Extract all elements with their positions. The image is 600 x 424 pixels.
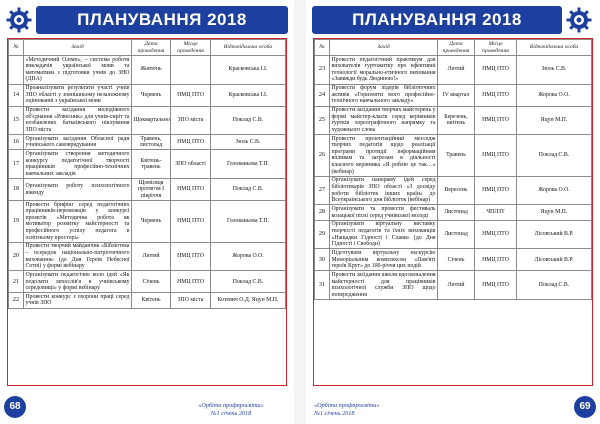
cell-event: Провести форум лідерів бібліотечних активів «Горизонти мого професійно-технічного навчального закладу»: [331, 85, 436, 105]
cell-event: Організувати педагогічне коло ідей «Як подолати лихослів'я в учнівському середовищі» у формі вебінару: [25, 271, 130, 292]
gear-logo-icon: [6, 7, 32, 33]
table-row: [9, 106, 286, 135]
col-header-date: Дата проведення: [438, 40, 475, 56]
cell-place: НМЦ ПТО: [475, 84, 517, 106]
cell-event: Провести засідання молодіжного об'єднання «Ровесник» для учнів-сиріт та позбавлених батьківського піклування ЗПО міста: [25, 107, 130, 133]
cell-date: Лютий: [132, 242, 171, 271]
journal-name: «Орбіта профпросвіти»: [198, 402, 264, 409]
cell-place: ЗПО міста: [171, 106, 211, 135]
col-header-num: №: [315, 40, 330, 56]
cell-date: Березень, квітень: [438, 106, 475, 135]
cell-place: НМЦ ПТО: [475, 56, 517, 85]
table-row: [315, 205, 592, 220]
cell-date: Жовтень: [132, 56, 171, 85]
col-header-place: Місце проведення: [475, 40, 517, 56]
cell-num: 26: [315, 135, 330, 177]
cell-date: Лютий: [438, 56, 475, 85]
cell-place: НМЦ ПТО: [475, 176, 517, 205]
col-header-num: №: [9, 40, 24, 56]
cell-num: 24: [315, 84, 330, 106]
cell-event: «Методичний Олімп», – система роботи викладачів української мови та математики з підготовки учнів до ЗНО (ДПА): [25, 56, 130, 83]
table-row: [315, 176, 592, 205]
col-header-resp: Відповідальна особа: [517, 40, 592, 56]
cell-num: 27: [315, 176, 330, 205]
cell-resp: Голованьова Т.П.: [211, 201, 286, 243]
table-row: [315, 249, 592, 271]
cell-date: Квітень-травень: [132, 150, 171, 179]
cell-resp: Красковська І.І.: [211, 56, 286, 85]
col-header-resp: Відповідальна особа: [211, 40, 286, 56]
table-row: [9, 242, 286, 271]
cell-place: ЧПЛЗТ: [475, 205, 517, 220]
cell-date: Січень: [438, 249, 475, 271]
cell-num: [9, 56, 24, 85]
cell-num: 15: [9, 106, 24, 135]
cell-resp: Жорова О.О.: [517, 176, 592, 205]
cell-resp: Зюль С.В.: [517, 56, 592, 85]
cell-resp: Поклад С.В.: [517, 135, 592, 177]
cell-event: Провести брифінг серед педагогічних працівників-переможців у конкурсі проектів «Методична робота як мотиватор розвитку майстерності та професійного успіху педагога в освітньому просторі»: [25, 201, 130, 241]
cell-event: Провести педагогічний практикум для вихователів гуртожитку про ефективні технології морально-етичного виховання «Заввжди будь Людиною!»: [331, 56, 436, 83]
cell-place: НМЦ ПТО: [171, 242, 211, 271]
cell-event: Підготувати віртуальну екскурсію Меморіальним комплексом «Пам'яті героїв Крут» до 100-річчя цих подій: [331, 249, 436, 270]
cell-date: Травень, листопад: [132, 135, 171, 150]
cell-event: Провести презентаційний месседж творчих педагогів щодо реалізації програми протидії інформаційним впливам та загрозам в діяльності класного керівника «Я роблю це так…» (вебінар): [331, 135, 436, 175]
right-page: [306, 0, 600, 424]
col-header-place: Місце проведення: [171, 40, 211, 56]
cell-num: 19: [9, 201, 24, 243]
cell-num: 29: [315, 220, 330, 249]
cell-place: НМЦ ПТО: [475, 135, 517, 177]
cell-num: 23: [315, 56, 330, 85]
cell-resp: Поклад С.В.: [211, 271, 286, 293]
gear-logo-icon: [566, 7, 592, 33]
plan-table: [8, 39, 286, 309]
cell-event: Проаналізувати результати участі учнів ЗПО області у зовнішньому незалежному оцінюванні з української мови: [25, 85, 130, 105]
cell-date: Червень: [132, 201, 171, 243]
cell-event: Організувати засідання Обласної ради учнівського самоврядування: [25, 135, 130, 149]
cell-num: 20: [9, 242, 24, 271]
cell-event: Провести засідання творчих майстерень у формі майстер-класів серед керівників гуртків хореографічного напрямку та художнього слова: [331, 107, 436, 133]
plan-table: [314, 39, 592, 300]
page-gutter: [294, 0, 306, 424]
cell-place: НМЦ ПТО: [171, 271, 211, 293]
cell-resp: Жорова О.О.: [517, 84, 592, 106]
table-row: [315, 84, 592, 106]
cell-num: 17: [9, 150, 24, 179]
page-number: 68: [4, 396, 26, 418]
cell-resp: Зюль С.В.: [211, 135, 286, 150]
table-row: [315, 135, 592, 177]
cell-num: 25: [315, 106, 330, 135]
journal-issue: №1 січень 2018: [314, 410, 355, 417]
journal-name: «Орбіта профпросвіти»: [314, 402, 380, 409]
cell-num: 30: [315, 249, 330, 271]
cell-place: ЗПО області: [171, 150, 211, 179]
col-header-date: Дата проведення: [132, 40, 171, 56]
cell-place: [171, 56, 211, 85]
table-row: [315, 106, 592, 135]
table-row: [9, 84, 286, 106]
table-row: [315, 56, 592, 85]
journal-caption: [314, 402, 424, 418]
page-title: ПЛАНУВАННЯ 2018: [352, 10, 522, 29]
cell-resp: Яцун М.П.: [517, 106, 592, 135]
cell-resp: Лісовський В.Р.: [517, 249, 592, 271]
cell-resp: Жорова О.О.: [211, 242, 286, 271]
cell-event: Організувати та провести фестиваль козацької пісні серед учнівської молоді: [331, 206, 436, 219]
table-row: [315, 220, 592, 249]
col-header-event: Захід: [24, 40, 132, 56]
cell-event: Організувати створення методичного конкурсу педагогічної творчості працівників професійно-технічних навчальних закладів: [25, 151, 130, 177]
cell-resp: Поклад С.В.: [211, 106, 286, 135]
cell-resp: Поклад С.В.: [211, 179, 286, 201]
cell-date: Вересень: [438, 176, 475, 205]
journal-caption: [176, 402, 286, 418]
title-banner: [36, 6, 288, 34]
cell-date: Червень: [132, 84, 171, 106]
page-title: ПЛАНУВАННЯ 2018: [77, 10, 247, 29]
table-header-row: [315, 40, 592, 56]
table-row: [9, 150, 286, 179]
table-row: [9, 201, 286, 243]
cell-num: 28: [315, 205, 330, 220]
cell-date: Листопад: [438, 220, 475, 249]
cell-resp: Лісовський В.Р.: [517, 220, 592, 249]
cell-place: НМЦ ПТО: [475, 271, 517, 300]
table-row: [9, 56, 286, 85]
table-row: [9, 179, 286, 201]
cell-event: Організувати панораму ідей серед бібліотекарів ЗПО області «З досвіду роботи бібліотек інших країн» до Всеукраїнського дня бібліотек (вебінар): [331, 177, 436, 204]
cell-place: ЗПО міста: [171, 293, 211, 308]
cell-place: НМЦ ПТО: [475, 106, 517, 135]
cell-resp: Яцун М.П.: [517, 205, 592, 220]
cell-num: 14: [9, 84, 24, 106]
plan-table-frame: [7, 38, 287, 386]
cell-date: Листопад: [438, 205, 475, 220]
cell-resp: Котевич О.Д. Яцун М.П.: [211, 293, 286, 308]
cell-place: НМЦ ПТО: [171, 135, 211, 150]
cell-resp: Поклад С.В.: [517, 271, 592, 300]
title-banner: [312, 6, 562, 34]
table-body: [9, 56, 286, 309]
cell-date: Квітень: [132, 293, 171, 308]
table-body: [315, 56, 592, 300]
plan-table-frame: [313, 38, 593, 386]
cell-place: НМЦ ПТО: [171, 84, 211, 106]
cell-event: Провести творчий майданчик «Бібліотека – осередок національно-патріотичного виховання» (до Дня Героїв Небесної Сотні) у формі вебінару: [25, 243, 130, 270]
col-header-event: Захід: [330, 40, 438, 56]
cell-num: 22: [9, 293, 24, 308]
cell-event: Провести конкурс з охорони праці серед учнів ЗПО: [25, 293, 130, 307]
cell-event: Організувати роботу психологічного вікенду: [24, 179, 132, 201]
cell-event: Організувати віртуальну виставку творчості педагогів та їхніх вихованців «Нащадки Гідності і Слави» (до Дня Гідності і Свободи): [331, 221, 436, 248]
cell-place: НМЦ ПТО: [171, 179, 211, 201]
cell-date: IV квартал: [438, 84, 475, 106]
table-row: [9, 293, 286, 308]
cell-date: Січень: [132, 271, 171, 293]
cell-date: Лютий: [438, 271, 475, 300]
cell-date: Щомісяця протягом І півріччя: [132, 179, 171, 201]
cell-place: НМЦ ПТО: [475, 220, 517, 249]
cell-date: Травень: [438, 135, 475, 177]
cell-resp: Голованьова Т.П.: [211, 150, 286, 179]
cell-num: 21: [9, 271, 24, 293]
table-row: [315, 271, 592, 300]
left-page: [0, 0, 294, 424]
cell-num: 18: [9, 179, 24, 201]
cell-event: Провести засідання школи вдосконалення майстерності для працівників психологічної служби ЗПО щодо попередження: [331, 271, 436, 298]
table-header-row: [9, 40, 286, 56]
page-number: 69: [574, 396, 596, 418]
cell-place: НМЦ ПТО: [475, 249, 517, 271]
table-row: [9, 271, 286, 293]
cell-num: 16: [9, 135, 24, 150]
cell-resp: Красковська І.І.: [211, 84, 286, 106]
journal-issue: №1 січень 2018: [210, 410, 252, 417]
cell-date: Щоквартально: [132, 106, 171, 135]
cell-place: НМЦ ПТО: [171, 201, 211, 243]
cell-num: 31: [315, 271, 330, 300]
table-row: [9, 135, 286, 150]
